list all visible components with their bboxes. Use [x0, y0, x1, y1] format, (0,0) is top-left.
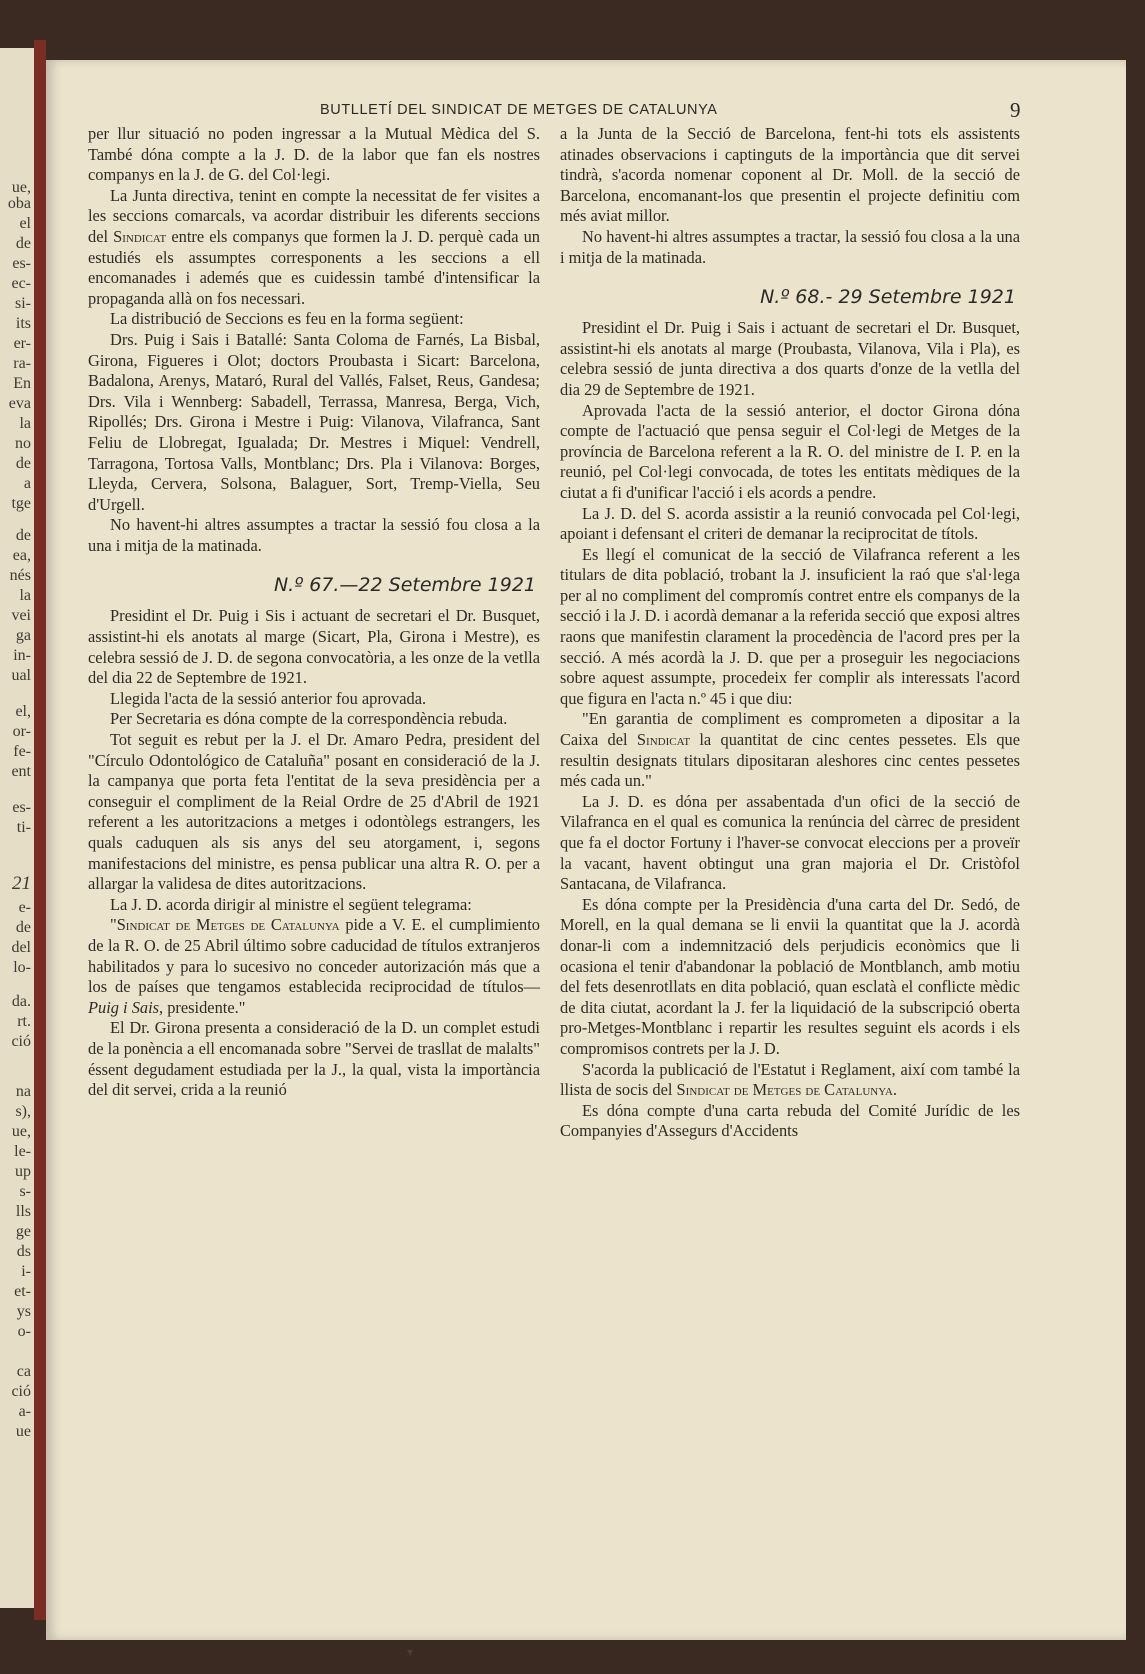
paragraph: "En garantia de compliment es comprometen a dipositar a la Caixa del Sindicat la quantitat de cinc centes pessetes. Els que resultin designats titulars dipositaran aleshores cinc centes pessetes més cada un." — [560, 709, 1020, 791]
margin-fragment: 21 — [12, 873, 31, 894]
paragraph: La Junta directiva, tenint en compte la necessitat de fer visites a les seccions comarcals, va acordar distribuir les diferents seccions del Sindicat entre els companys que formen la J. D. perquè cada un estudiés els assumptes corresponents a les seccions a ell encomanades i ademés que es cuidessin també d'intensificar la propaganda allà on fos necessari. — [88, 185, 540, 308]
paragraph: Es llegí el comunicat de la secció de Vilafranca referent a les titulars de dita població, trobant la J. insuficient la raó que s'al·lega per al no compliment del compromís contret entre els companys de la secció i la J. D. i acordà demanar a la referida secció que exposi altres raons que manifestin clarament la procedència de l'acord pres per la secció. A més acordà la J. D. que per a proseguir les negociacions sobre aquest assumpte, procedeix fer complir als interessats l'acord que figura en l'acta n.º 45 i que diu: — [560, 544, 1020, 708]
paragraph: a la Junta de la Secció de Barcelona, fent-hi tots els assistents atinades observacions i captinguts de la importància que dit servei tindrà, s'acorda nomenar coponent al Dr. Moll. de la secció de Barcelona, encomanant-los que presentin el projecte definitiu com més aviat millor. — [560, 124, 1020, 226]
margin-fragment: ció — [11, 1383, 31, 1400]
margin-fragment: s), — [15, 1103, 31, 1120]
margin-fragment: de — [15, 919, 31, 936]
paragraph: La J. D. del S. acorda assistir a la reunió convocada pel Col·legi, apoiant i defensant el criteri de demanar la reciprocitat de títols. — [560, 503, 1020, 544]
margin-fragment: la — [19, 415, 31, 432]
left-column — [88, 124, 540, 1101]
margin-fragment: de — [15, 235, 31, 252]
margin-fragment: a — [23, 475, 31, 492]
telegram-paragraph: "Sindicat de Metges de Catalunya pide a V. E. el cumplimiento de la R. O. de 25 Abril último sobre caducidad de títulos extranjeros habilitados y para lo sucesivo no conceder autorización más que a los de países que tengamos establecida reciprocidad de títulos—Puig i Sais, presidente." — [88, 915, 540, 1017]
paragraph: Presidint el Dr. Puig i Sis i actuant de secretari el Dr. Busquet, assistint-hi els anotats al marge (Sicart, Pla, Girona i Mestre), es celebra sessió de J. D. de segona convocatòria, a les onze de la vetlla del dia 22 de Septembre de 1921. — [88, 606, 540, 688]
margin-fragment: ció — [11, 1033, 31, 1050]
margin-fragment: e- — [18, 899, 31, 916]
paragraph: La distribució de Seccions es feu en la forma següent: — [110, 309, 464, 329]
book-spine — [34, 40, 46, 1620]
margin-fragment: de — [15, 455, 31, 472]
margin-fragment: da. — [11, 993, 31, 1010]
paragraph: Drs. Puig i Sais i Batallé: Santa Coloma de Farnés, La Bisbal, Girona, Figueres i Olot; doctors Proubasta i Sicart: Barcelona, Badalona, Arenys, Mataró, Rural del Vallés, Falset, Reus, Gandesa; Drs. Vila i Wennberg: Sabadell, Terrassa, Manresa, Berga, Vich, Ripollés; Drs. Girona i Mestre i Puig: Vilanova, Vilafranca, Sant Feliu de Llobregat, Igualada; Dr. Mestres i Miquel: Vendrell, Tarragona, Tortosa Valls, Montblanc; Drs. Pla i Vilanova: Borges, Lleyda, Cervera, Solsona, Balaguer, Sort, Tremp-Viella, Seu d'Urgell. — [88, 329, 540, 514]
paragraph: S'acorda la publicació de l'Estatut i Reglament, així com també la llista de socis del Sindicat de Metges de Catalunya. — [560, 1059, 1020, 1100]
margin-fragment: ue — [15, 1423, 31, 1440]
margin-fragment: ea, — [12, 547, 31, 564]
paragraph: Aprovada l'acta de la sessió anterior, el doctor Girona dóna compte de l'actuació que pensa seguir el Col·legi de Metges de la província de Barcelona referent a la R. O. del ministre de I. P. en la reunió, pel Col·legi convocada, de totes les entitats mèdiques de la ciutat a fi d'unificar l'acció i els acords a pendre. — [560, 400, 1020, 502]
margin-fragment: ds — [16, 1243, 31, 1260]
print-mark: ▾ — [407, 1645, 414, 1659]
margin-fragment: lls — [15, 1203, 31, 1220]
margin-fragment: es- — [12, 799, 31, 816]
margin-fragment: lo- — [13, 959, 31, 976]
margin-fragment: up — [15, 1163, 31, 1180]
margin-fragment: la — [19, 587, 31, 604]
section-heading-67: N.º 67.—22 Setembre 1921 — [273, 574, 536, 597]
margin-fragment: si- — [15, 295, 31, 312]
margin-fragment: oba — [7, 195, 31, 212]
margin-fragment: ec- — [11, 275, 31, 292]
margin-fragment: vei — [11, 607, 31, 624]
margin-fragment: a- — [18, 1403, 31, 1420]
margin-fragment: s- — [19, 1183, 31, 1200]
margin-fragment: le- — [14, 1143, 31, 1160]
margin-fragment: de — [15, 527, 31, 544]
paragraph: Es dóna compte d'una carta rebuda del Comité Jurídic de les Companyies d'Assegurs d'Accidents — [560, 1100, 1020, 1141]
margin-fragment: er- — [13, 335, 31, 352]
margin-fragment: del — [11, 939, 31, 956]
paragraph: No havent-hi altres assumptes a tractar, la sessió fou closa a la una i mitja de la matinada. — [560, 226, 1020, 267]
margin-fragment: fe- — [13, 743, 31, 760]
paragraph: El Dr. Girona presenta a consideració de la D. un complet estudi de la ponència a ell encomanada sobre "Servei de trasllat de malalts" éssent degudament estudiada per la J., la qual, vista la importància del dit servei, crida a la reunió — [88, 1018, 540, 1100]
margin-fragment: ue, — [11, 179, 31, 196]
margin-fragment: ue, — [11, 1123, 31, 1140]
paragraph: Tot seguit es rebut per la J. el Dr. Amaro Pedra, president del "Círculo Odontológico de Cataluña" posant en consideració de la J. la campanya que porta feta l'entitat de la seva presidència per a conseguir el compliment de la Reial Ordre de 25 d'Abril de 1921 referent a les autoritzacions a metges i odontòlegs estrangers, les quals caduquen als sis anys del seu atorgament, i, segons manifestacions del ministre, es pensa publicar una altra R. O. per a allargar la validesa de dites autoritzacions. — [88, 730, 540, 894]
margin-fragment: or- — [12, 723, 31, 740]
paragraph: Presidint el Dr. Puig i Sais i actuant de secretari el Dr. Busquet, assistint-hi els anotats al marge (Proubasta, Vilanova, Vila i Pla), es celebra sessió de junta directiva a dos quarts d'onze de la vetlla del dia 29 de Septembre de 1921. — [560, 318, 1020, 399]
margin-fragment: rt. — [17, 1013, 31, 1030]
margin-fragment: ra- — [13, 355, 31, 372]
margin-fragment: no — [15, 435, 31, 452]
margin-fragment: el — [19, 215, 31, 232]
margin-fragment: o- — [17, 1323, 31, 1340]
running-title: BUTLLETÍ DEL SINDICAT DE METGES DE CATALUNYA — [320, 102, 718, 118]
margin-fragment: ys — [16, 1303, 31, 1320]
margin-fragment: eva — [8, 395, 31, 412]
margin-fragment: ual — [11, 667, 31, 684]
margin-fragment: es- — [12, 255, 31, 272]
paragraph: per llur situació no poden ingressar a la Mutual Mèdica del S. També dóna compte a la J. D. de la labor que fan els nostres companys en la J. de G. del Col·legi. — [88, 124, 540, 185]
margin-fragment: tge — [11, 495, 31, 512]
margin-fragment: En — [13, 375, 31, 392]
margin-fragment: nés — [9, 567, 31, 584]
margin-fragment: i- — [21, 1263, 31, 1280]
paragraph: Es dóna compte per la Presidència d'una carta del Dr. Sedó, de Morell, en la qual demana se li envii la quantitat que la J. acordà donar-li com a indemnització dels perjudicis econòmics que li ocasiona el tenir d'abandonar la població de Montblanch, amb motiu del fets desenrotllats en dita població, quan esclatà el conflicte mèdic de dita ciutat, acordant la J. fer la liquidació de la subscripció oberta pro-Metges-Montblanc i repartir les resultes seguint els acords i els compromisos contrets per la J. D. — [560, 894, 1020, 1058]
margin-fragment: el, — [15, 703, 31, 720]
margin-fragment: ge — [15, 1223, 31, 1240]
margin-fragment: ti- — [16, 819, 31, 836]
margin-fragment: ent — [11, 763, 31, 780]
margin-fragment: in- — [13, 647, 31, 664]
margin-fragment: ca — [16, 1363, 31, 1380]
page-number: 9 — [1010, 98, 1021, 122]
facing-page-margin — [0, 48, 34, 1608]
margin-fragment: its — [15, 315, 31, 332]
paragraph: No havent-hi altres assumptes a tractar la sessió fou closa a la una i mitja de la matinada. — [88, 515, 540, 555]
margin-fragment: et- — [14, 1283, 31, 1300]
paragraph: La J. D. acorda dirigir al ministre el següent telegrama: — [110, 894, 472, 914]
paragraph: Llegida l'acta de la sessió anterior fou aprovada. — [110, 688, 427, 708]
paragraph: Per Secretaria es dóna compte de la correspondència rebuda. — [110, 709, 508, 729]
paragraph: La J. D. es dóna per assabentada d'un ofici de la secció de Vilafranca en el qual es comunica la renúncia del càrrec de president que fa el doctor Fortuny i l'haver-se convocat eleccions per a proveïr la vacant, havent obtingut una gran majoria el Dr. Cristòfol Santacana, de Vilafranca. — [560, 791, 1020, 894]
margin-fragment: ga — [15, 627, 31, 644]
right-column — [560, 124, 1020, 1142]
section-heading-68: N.º 68.- 29 Setembre 1921 — [760, 286, 1016, 309]
margin-fragment: na — [15, 1083, 31, 1100]
